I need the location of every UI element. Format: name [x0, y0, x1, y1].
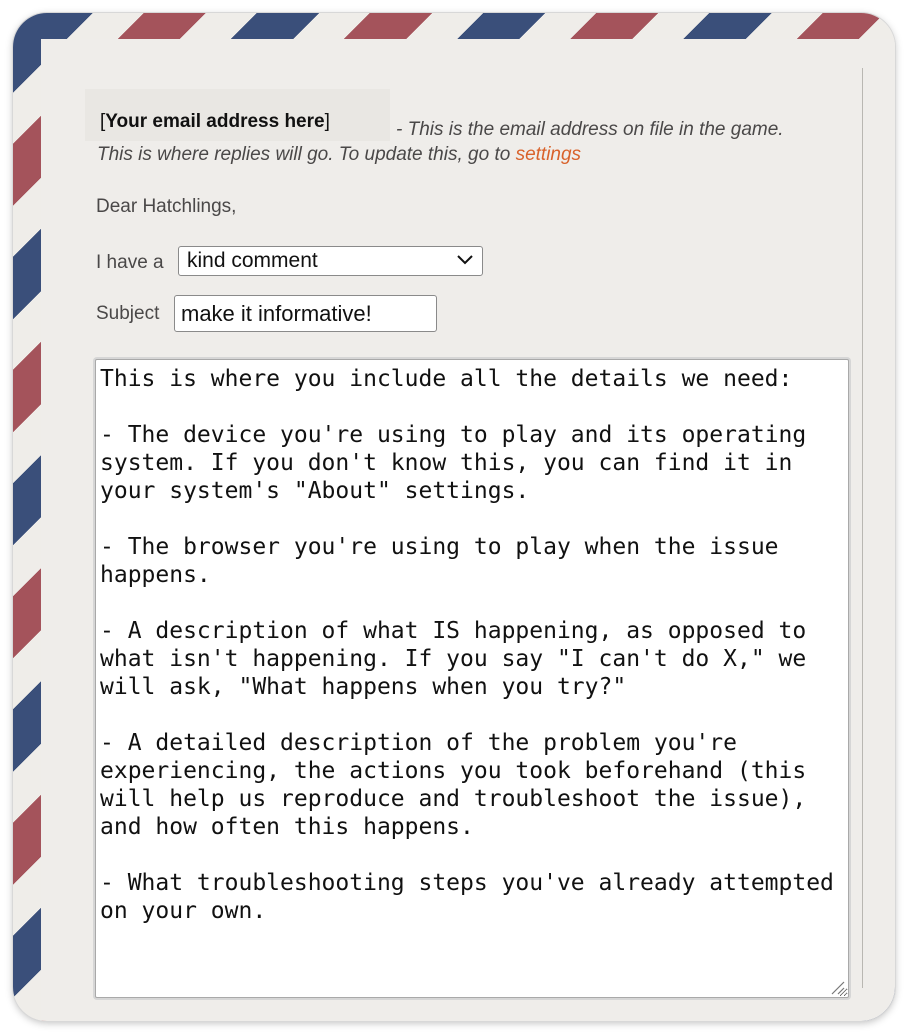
email-close-bracket: ] [324, 111, 330, 132]
subject-input[interactable] [174, 295, 437, 332]
paper-edge-divider [862, 68, 863, 988]
resize-grip-icon[interactable] [829, 979, 845, 995]
email-placeholder: Your email address here [105, 111, 325, 132]
email-open-bracket: [ [100, 111, 106, 132]
email-address-display [100, 111, 330, 133]
email-note-text: This is where replies will go. To update this, go to [97, 144, 511, 165]
feedback-type-value: kind comment [187, 249, 318, 272]
email-note-line1: - This is the email address on file in the game. [396, 119, 784, 140]
greeting: Dear Hatchlings, [96, 196, 237, 217]
email-note-line2 [97, 144, 581, 166]
chevron-down-icon [456, 253, 474, 267]
message-body-textarea[interactable] [95, 359, 849, 998]
feedback-type-label: I have a [96, 252, 164, 273]
settings-link[interactable]: settings [515, 144, 582, 165]
subject-label: Subject [96, 303, 160, 324]
feedback-type-select[interactable] [178, 246, 483, 276]
